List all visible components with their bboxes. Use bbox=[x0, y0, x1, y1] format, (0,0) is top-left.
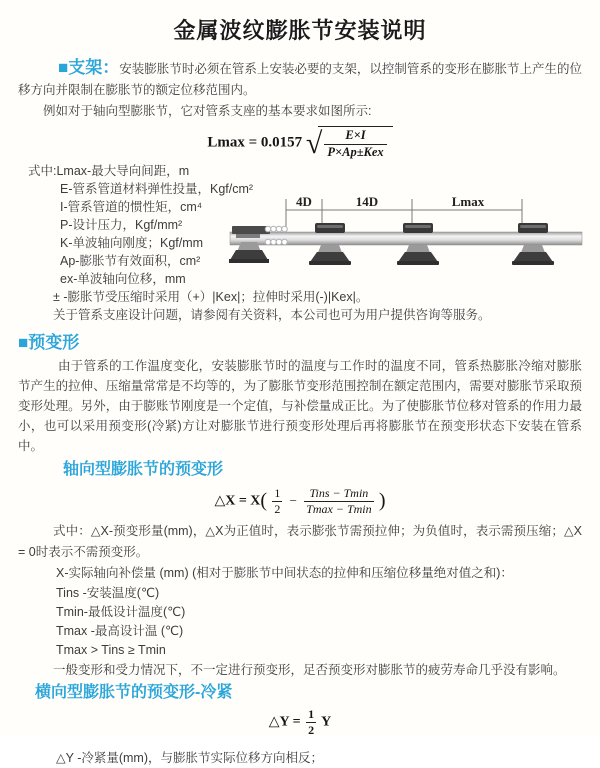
formula-axial-half bbox=[272, 486, 282, 517]
axial-preform-heading: 轴向型膨胀节的预变形 bbox=[63, 461, 224, 479]
support-example-text: 例如对于轴向型膨胀节，它对管系支座的基本要求如图所示: bbox=[43, 104, 372, 118]
formula-axial-lhs: △X = X bbox=[214, 493, 261, 509]
temp-definition-line: Tins -安装温度(℃) bbox=[56, 586, 160, 601]
definition-line: P-设计压力，Kgf/mm² bbox=[60, 218, 183, 233]
definitions-block bbox=[18, 162, 582, 324]
sqrt-radical bbox=[306, 126, 393, 160]
lateral-half-denominator: 2 bbox=[308, 723, 315, 738]
formula-lateral-rhs: Y bbox=[321, 714, 332, 730]
formula-lmax bbox=[18, 126, 582, 160]
temp-definition-line: Tmax -最高设计温 (℃) bbox=[56, 624, 184, 639]
dim-label-14d: 14D bbox=[355, 194, 379, 210]
formula-lmax-numerator: E×I bbox=[345, 128, 366, 142]
page-title: 金属波纹膨胀节安装说明 bbox=[173, 18, 427, 43]
support-intro-text: 安装膨胀节时必须在管系上安装必要的支架，以控制管系的变形在膨胀节上产生的位移方向并限制在膨胀节的额定位移范围内。 bbox=[18, 62, 582, 97]
section-support-heading: ■支架： bbox=[58, 58, 120, 77]
formula-lateral bbox=[18, 707, 582, 738]
lateral-note-text: △Y -冷紧量(mm)，与膨胀节实际位移方向相反； bbox=[56, 751, 324, 766]
formula-axial-open-paren: ( bbox=[260, 489, 268, 512]
dim-label-lmax: Lmax bbox=[451, 194, 485, 210]
formula-axial-temp-fraction bbox=[304, 486, 373, 517]
definition-line: E-管系管道材料弹性投量，Kgf/cm² bbox=[60, 182, 254, 197]
formula-lateral-lhs: △Y = bbox=[268, 714, 301, 730]
radicand bbox=[318, 126, 392, 160]
temp-fraction-denominator: Tmax − Tmin bbox=[306, 502, 372, 517]
definition-line: 关于管系支座设计问题，请参阅有关资料，本公司也可为用户提供咨询等服务。 bbox=[53, 308, 491, 323]
definition-line: I-管系管道的惯性矩，cm⁴ bbox=[60, 200, 203, 215]
temp-fraction-numerator: Tins − Tmin bbox=[309, 486, 369, 501]
pipe-support-diagram bbox=[230, 192, 582, 289]
half-numerator: 1 bbox=[274, 486, 281, 501]
axial-x-definition: X-实际轴向补偿量 (mm) (相对于膨胀节中间状态的拉伸和压缩位移量绝对值之和)： bbox=[56, 566, 513, 581]
radical-sign: √ bbox=[305, 127, 323, 161]
formula-axial-close-paren: ) bbox=[378, 489, 386, 512]
formula-axial bbox=[18, 486, 582, 517]
temp-definition-line: Tmin-最低设计温度(℃) bbox=[56, 605, 186, 620]
axial-note-text: 一般变形和受力情况下，不一定进行预变形，足否预变形对膨胀节的疲劳寿命几乎没有影响。 bbox=[53, 663, 566, 678]
formula-axial-minus: − bbox=[289, 492, 297, 508]
temp-inequality-line: Tmax > Tins ≥ Tmin bbox=[56, 643, 166, 658]
formula-lmax-denominator: P×Ap±Kex bbox=[324, 144, 386, 161]
formula-lateral-half bbox=[306, 707, 316, 738]
definition-line: Ap-膨胀节有效面积，cm² bbox=[60, 254, 201, 269]
definition-line: 式中:Lmax-最大导向间距，m bbox=[28, 164, 190, 179]
section-preform-heading: ■预变形 bbox=[18, 333, 80, 353]
dim-label-4d: 4D bbox=[296, 194, 312, 210]
half-denominator: 2 bbox=[274, 502, 281, 517]
definition-line: ex-单波轴向位移，mm bbox=[60, 272, 186, 287]
support-intro-paragraph bbox=[18, 57, 582, 101]
definition-line: K-单波轴向刚度；Kgf/mm bbox=[60, 236, 204, 251]
definition-line: ± -膨胀节受压缩时采用（+）|Kex|；拉伸时采用(-)|Kex|。 bbox=[53, 290, 369, 305]
preform-body-paragraph: 由于管系的工作温度变化，安装膨胀节时的温度与工作时的温度不同，管系热膨胀冷缩对膨胀节产生的拉伸、压缩量常常是不均等的，为了膨胀节变形范围控制在额定范围内，需要对膨胀节采取预变形处理。另外，由于膨账节刚度是一个定值，与补偿量成正比。为了使膨胀节位移对管系的作用力最小，也可以采用预变形(冷紧)方让对膨胀节进行预变形处理后再将膨胀节在预变形状态下安装在管系中。 bbox=[18, 359, 582, 454]
axial-explain-text: 式中：△X-预变形量(mm)，△X为正值时，表示膨张节需预拉伸；为负值时，表示需预压缩；△X = 0时表示不需预变形。 bbox=[18, 524, 582, 560]
lateral-preform-heading: 横向型膨胀节的预变形-冷紧 bbox=[35, 684, 233, 702]
lateral-half-numerator: 1 bbox=[308, 707, 315, 722]
formula-lmax-fraction bbox=[324, 128, 386, 160]
formula-lmax-lhs: Lmax = 0.0157 bbox=[207, 134, 303, 151]
